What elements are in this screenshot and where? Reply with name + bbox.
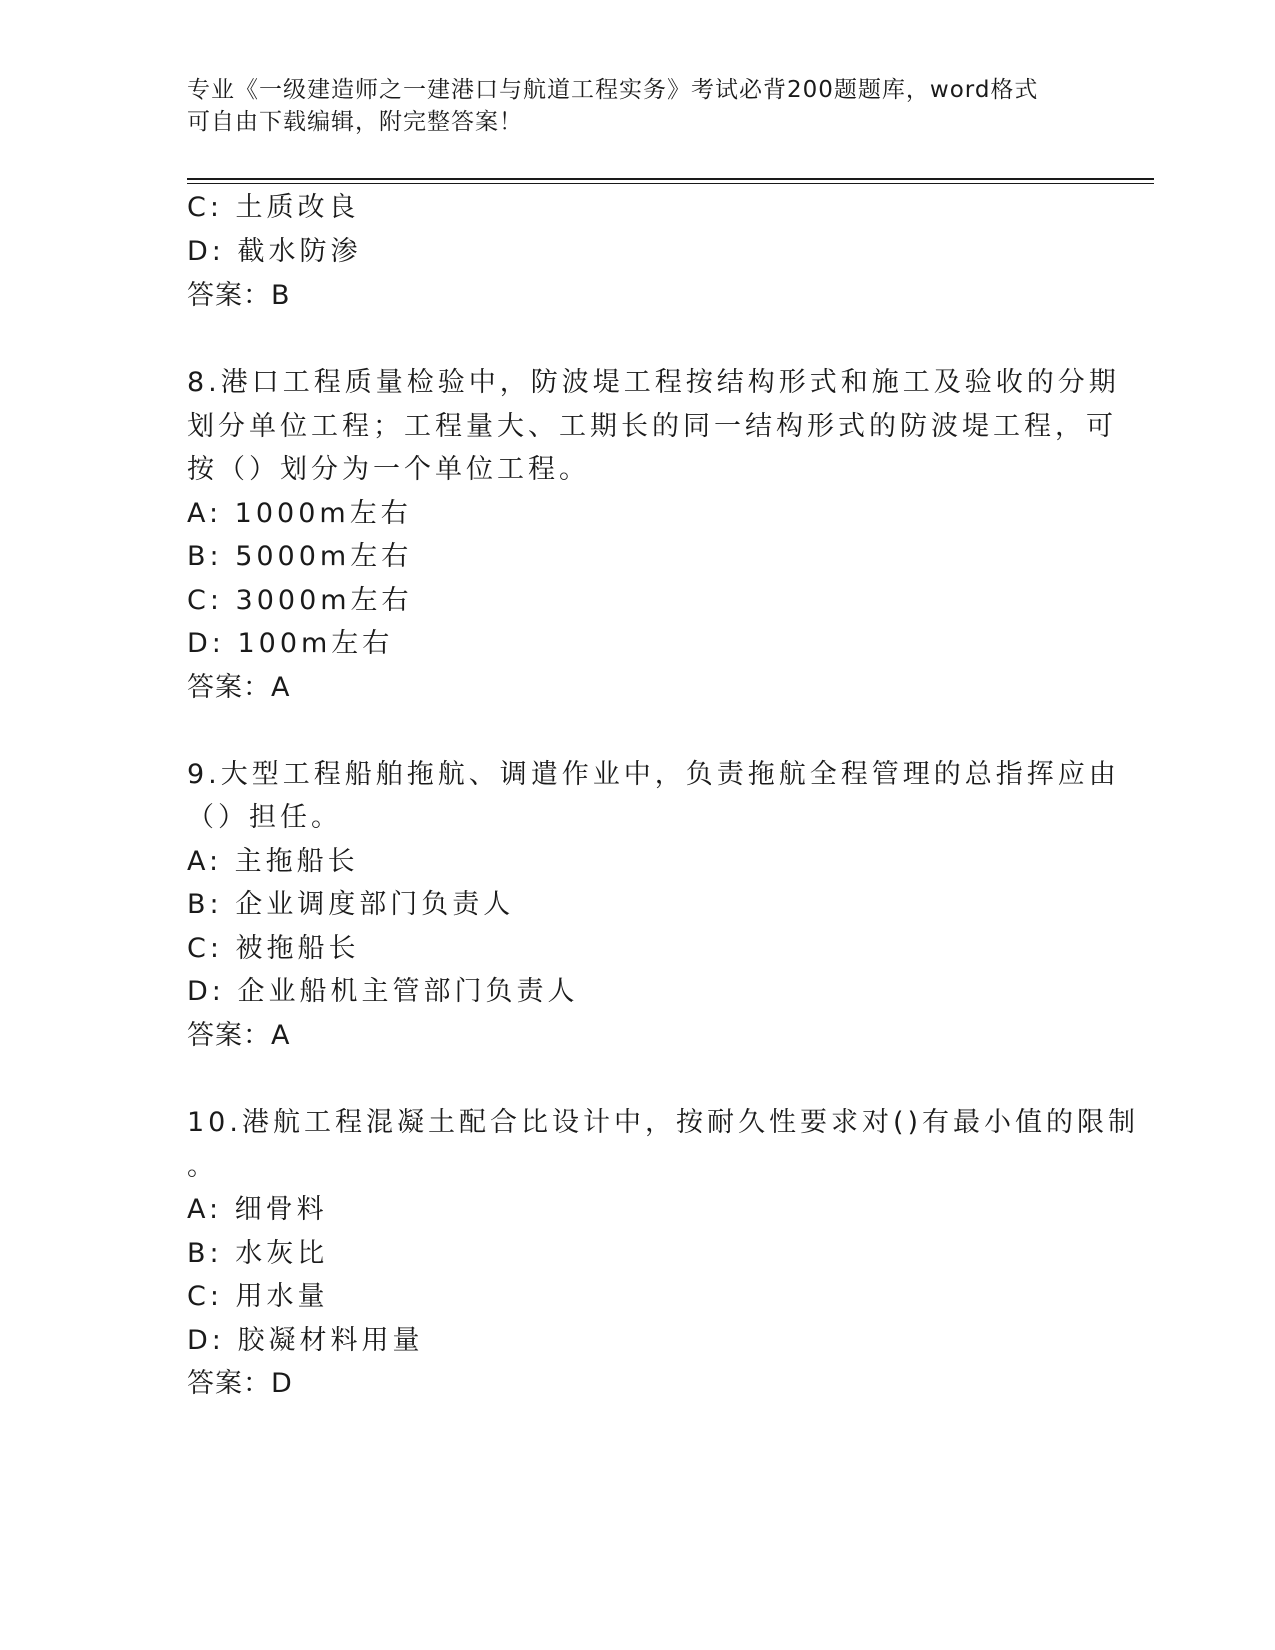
q9-option-a: A: 主拖船长	[187, 846, 359, 877]
q8-option-b: B: 5000m左右	[187, 541, 413, 572]
q8-stem-line-3: 按（）划分为一个单位工程。	[187, 454, 590, 485]
q9-option-c: C: 被拖船长	[187, 933, 360, 964]
q10-answer: 答案：D	[187, 1368, 293, 1399]
q7-answer: 答案：B	[187, 280, 291, 311]
q8-stem-line-1: 8.港口工程质量检验中，防波堤工程按结构形式和施工及验收的分期	[187, 367, 1120, 398]
header-line-1: 专业《一级建造师之一建港口与航道工程实务》考试必背200题题库，word格式	[187, 77, 1039, 103]
q8-stem-line-2: 划分单位工程；工程量大、工期长的同一结构形式的防波堤工程，可	[187, 411, 1117, 442]
q9-option-b: B: 企业调度部门负责人	[187, 889, 515, 920]
document-header	[187, 74, 1067, 138]
q8-option-a: A: 1000m左右	[187, 498, 412, 529]
q9-stem-line-1: 9.大型工程船舶拖航、调遣作业中，负责拖航全程管理的总指挥应由	[187, 759, 1120, 790]
q10-option-d: D: 胶凝材料用量	[187, 1325, 424, 1356]
q10-option-a: A: 细骨料	[187, 1194, 328, 1225]
header-line-2: 可自由下载编辑，附完整答案！	[187, 109, 523, 135]
header-divider-thick	[187, 178, 1154, 180]
q9-answer: 答案：A	[187, 1020, 291, 1051]
q7-option-c: C: 土质改良	[187, 192, 360, 223]
q10-option-c: C: 用水量	[187, 1281, 329, 1312]
q9-option-d: D: 企业船机主管部门负责人	[187, 976, 579, 1007]
q10-stem-line-2: 。	[187, 1151, 218, 1182]
q10-option-b: B: 水灰比	[187, 1238, 329, 1269]
q10-stem-line-1: 10.港航工程混凝土配合比设计中，按耐久性要求对()有最小值的限制	[187, 1107, 1140, 1138]
q8-option-c: C: 3000m左右	[187, 585, 413, 616]
header-divider-thin	[187, 183, 1154, 184]
q8-answer: 答案：A	[187, 672, 291, 703]
q8-option-d: D: 100m左右	[187, 628, 394, 659]
q7-option-d: D: 截水防渗	[187, 236, 362, 267]
q9-stem-line-2: （）担任。	[187, 802, 342, 833]
